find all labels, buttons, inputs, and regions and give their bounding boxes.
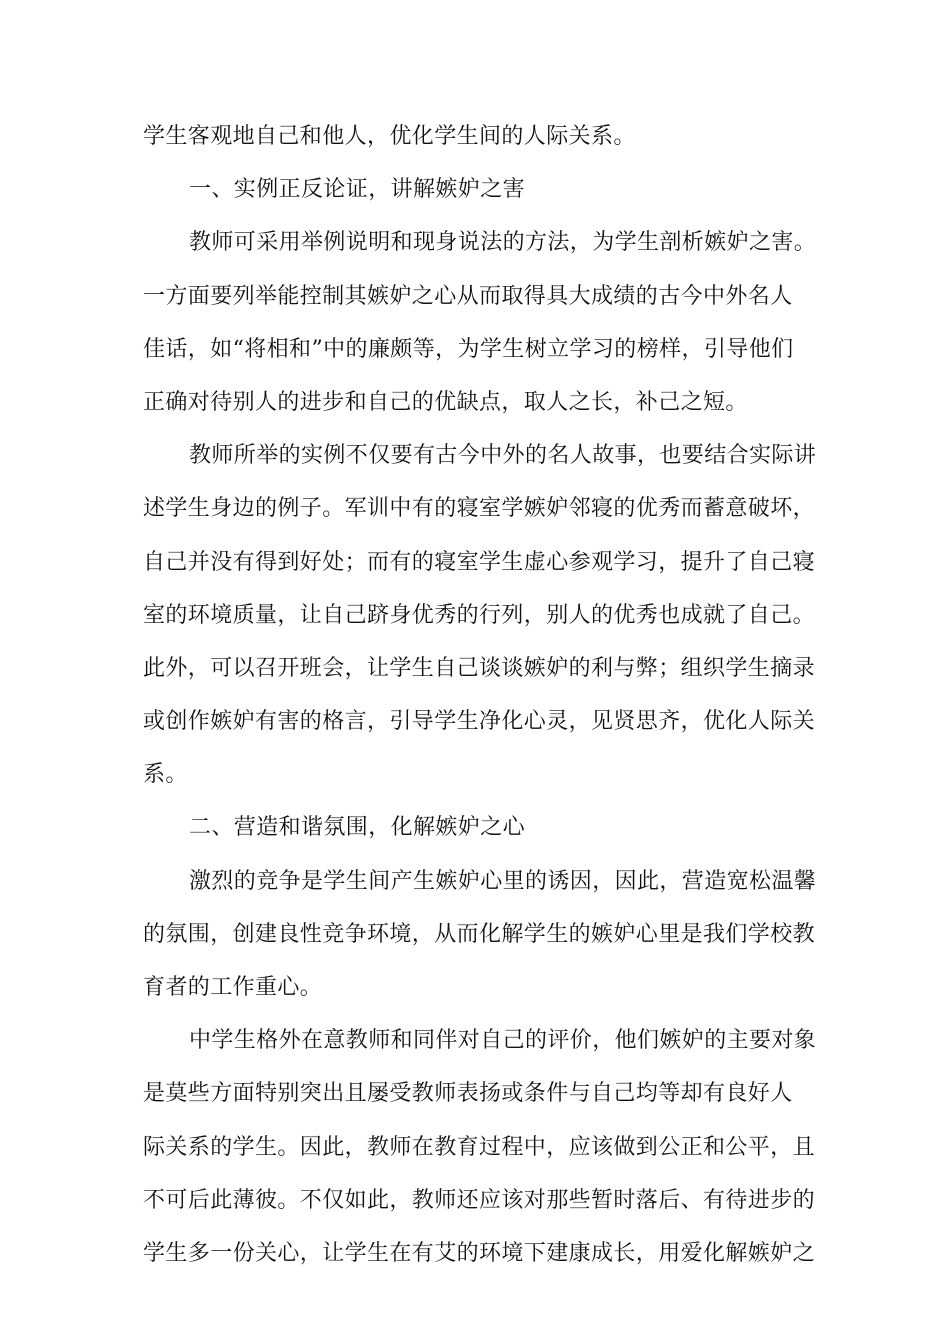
text-line: 一方面要列举能控制其嫉妒之心从而取得具大成绩的古今中外名人 xyxy=(143,283,793,309)
text-line: 育者的工作重心。 xyxy=(143,975,323,1000)
section-heading-2 xyxy=(143,801,808,854)
text-line: 佳话，如“将相和”中的廉颇等，为学生树立学习的榜样，引导他们 xyxy=(143,336,794,362)
text-line: 的氛围，创建良性竞争环境，从而化解学生的嫉妒心里是我们学校教 xyxy=(143,921,816,947)
text-line: 室的环境质量，让自己跻身优秀的行列，别人的优秀也成就了自己。 xyxy=(143,602,816,628)
text-line: 教师可采用举例说明和现身说法的方法，为学生剖析嫉妒之害。 xyxy=(189,230,817,256)
text-line: 一、实例正反论证，讲解嫉妒之害 xyxy=(189,177,526,203)
text-line: 自己并没有得到好处；而有的寝室学生虚心参观学习，提升了自己寝 xyxy=(143,549,816,575)
text-line: 此外，可以召开班会，让学生自己谈谈嫉妒的利与弊；组织学生摘录 xyxy=(143,655,816,681)
paragraph-continuation xyxy=(143,110,808,163)
text-line: 中学生格外在意教师和同伴对自己的评价，他们嫉妒的主要对象 xyxy=(189,1028,817,1054)
paragraph-2 xyxy=(143,429,817,801)
text-line: 际关系的学生。因此，教师在教育过程中，应该做到公正和公平，且 xyxy=(143,1134,816,1160)
section-heading-1 xyxy=(143,163,808,216)
body-text xyxy=(143,110,817,1280)
text-line: 教师所举的实例不仅要有古今中外的名人故事，也要结合实际讲 xyxy=(189,443,817,469)
text-line: 二、营造和谐氛围，化解嫉妒之心 xyxy=(189,815,526,841)
text-line: 学生多一份关心，让学生在有艾的环境下建康成长，用爱化解嫉妒之 xyxy=(143,1240,816,1266)
text-line: 不可后此薄彼。不仅如此，教师还应该对那些暂时落后、有待进步的 xyxy=(143,1187,816,1213)
text-line: 系。 xyxy=(143,762,188,788)
text-line: 述学生身边的例子。军训中有的寝室学嫉妒邻寝的优秀而蓄意破坏， xyxy=(143,496,816,522)
text-line: 学生客观地自己和他人，优化学生间的人际关系。 xyxy=(143,124,636,149)
text-line: 或创作嫉妒有害的格言，引导学生净化心灵，见贤思齐，优化人际关 xyxy=(143,709,816,735)
text-line: 正确对待别人的进步和自己的优缺点，取人之长，补己之短。 xyxy=(143,389,748,415)
text-line: 是莫些方面特别突出且屡受教师表扬或条件与自己均等却有良好人 xyxy=(143,1081,793,1107)
paragraph-3 xyxy=(143,855,817,1015)
text-line: 激烈的竞争是学生间产生嫉妒心里的诱因，因此，营造宽松温馨 xyxy=(189,868,817,894)
paragraph-1 xyxy=(143,216,817,429)
paragraph-4 xyxy=(143,1014,817,1280)
